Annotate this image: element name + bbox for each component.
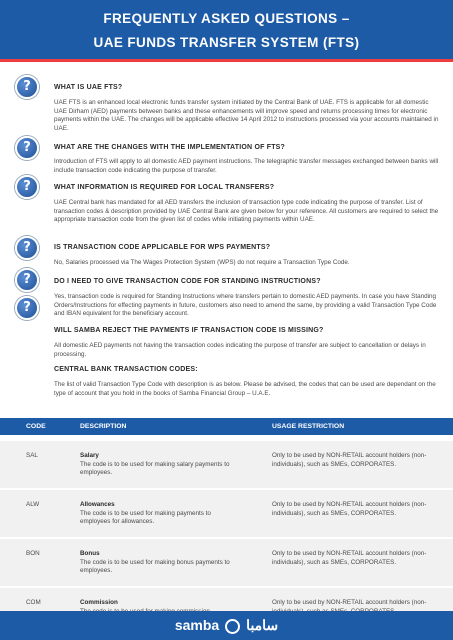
question-mark-icon: ? bbox=[15, 136, 39, 160]
row-code: SAL bbox=[26, 452, 38, 459]
row-code: COM bbox=[26, 599, 41, 606]
question-mark-icon: ? bbox=[15, 175, 39, 199]
faq-question: WHAT INFORMATION IS REQUIRED FOR LOCAL TRANSFERS? bbox=[54, 184, 275, 191]
row-title: Salary bbox=[80, 452, 99, 459]
row-title: Commission bbox=[80, 599, 118, 606]
faq-answer: UAE FTS is an enhanced local electronic funds transfer system initiated by the Central Bank of UAE. FTS is applicable for all domestic UAE Dirham (AED) payments between banks and these enhancements will improve speed and returns processing times for electronic payments within the UAE. The changes will be applicable effective 14 April 2012 to instructions processed via your accounts maintained in UAE. bbox=[54, 99, 439, 132]
row-usage: Only to be used by NON-RETAIL account holders (non-individuals), such as SMEs, CORPORATES. bbox=[272, 550, 427, 566]
section-heading: CENTRAL BANK TRANSACTION CODES: bbox=[54, 366, 198, 373]
row-description bbox=[80, 550, 230, 576]
page-footer bbox=[0, 611, 453, 640]
page-title-line1: FREQUENTLY ASKED QUESTIONS – bbox=[103, 11, 350, 26]
table-row bbox=[0, 539, 453, 586]
row-description bbox=[80, 452, 230, 478]
brand-name-en: samba bbox=[174, 617, 220, 633]
faq-question: IS TRANSACTION CODE APPLICABLE FOR WPS PAYMENTS? bbox=[54, 244, 271, 251]
header-description: DESCRIPTION bbox=[80, 423, 127, 430]
question-mark-icon: ? bbox=[15, 268, 39, 292]
table-header bbox=[0, 418, 453, 435]
faq-question: DO I NEED TO GIVE TRANSACTION CODE FOR STANDING INSTRUCTIONS? bbox=[54, 278, 321, 285]
faq-question: WILL SAMBA REJECT THE PAYMENTS IF TRANSACTION CODE IS MISSING? bbox=[54, 327, 324, 334]
faq-answer: Introduction of FTS will apply to all domestic AED payment instructions. The telegraphic transfer messages exchanged between banks will include transaction code indicating the purpose of transfer. bbox=[54, 158, 439, 174]
table-row bbox=[0, 441, 453, 488]
table-row bbox=[0, 490, 453, 537]
row-description bbox=[80, 501, 230, 527]
row-title: Bonus bbox=[80, 550, 100, 557]
faq-answer: All domestic AED payments not having the transaction codes indicating the purpose of transfer are subject to cancellation or delays in processing. bbox=[54, 342, 426, 358]
samba-logo-icon bbox=[225, 619, 240, 634]
faq-answer: No, Salaries processed via The Wages Protection System (WPS) do not require a Transaction Type Code. bbox=[54, 259, 350, 266]
faq-answer: UAE Central bank has mandated for all AED transfers the inclusion of transaction type code indicating the purpose of transfer. List of transaction codes & description provided by UAE Central Bank are given below for your reference. All customers are required to select the appropriate transaction code from the given list of codes while initiating payments within UAE. bbox=[54, 199, 439, 224]
header-usage: USAGE RESTRICTION bbox=[272, 423, 345, 430]
row-usage: Only to be used by NON-RETAIL account holders (non- bbox=[272, 599, 427, 606]
question-mark-icon: ? bbox=[15, 296, 39, 320]
row-code: BON bbox=[26, 550, 40, 557]
row-title: Allowances bbox=[80, 501, 115, 508]
row-usage: Only to be used by NON-RETAIL account holders (non-individuals), such as SMEs, CORPORATES. bbox=[272, 452, 427, 468]
row-code: ALW bbox=[26, 501, 40, 508]
row-desc: The code is to be used for making payments to employees for allowances. bbox=[80, 509, 211, 526]
samba-logo bbox=[0, 617, 453, 634]
page-title-line2: UAE FUNDS TRANSFER SYSTEM (FTS) bbox=[93, 35, 360, 50]
question-mark-icon: ? bbox=[15, 236, 39, 260]
row-desc: The code is to be used for making salary payments to employees. bbox=[80, 460, 230, 477]
row-usage: Only to be used by NON-RETAIL account holders (non-individuals), such as SMEs, CORPORATES. bbox=[272, 501, 427, 517]
row-desc: The code is to be used for making bonus payments to employees. bbox=[80, 558, 230, 575]
faq-question: WHAT IS UAE FTS? bbox=[54, 84, 123, 91]
faq-answer: Yes, transaction code is required for Standing Instructions where transfers pertain to domestic AED payments. In case you have Standing Orders/Instructions for effecting payments in future, customers also need to amend the same, by providing a valid Transaction Type Code and IBAN equivalent for the beneficiary account. bbox=[54, 293, 437, 318]
brand-name-ar: سامبا bbox=[246, 617, 279, 633]
header-code: CODE bbox=[26, 423, 46, 430]
question-mark-icon: ? bbox=[15, 75, 39, 99]
page-header bbox=[0, 0, 453, 62]
faq-question: WHAT ARE THE CHANGES WITH THE IMPLEMENTATION OF FTS? bbox=[54, 144, 286, 151]
section-intro: The list of valid Transaction Type Code with description is as below. Please be advised, the codes that can be used are dependant on the type of account that you hold in the books of Samba Financial Group – U.A.E. bbox=[54, 381, 436, 397]
